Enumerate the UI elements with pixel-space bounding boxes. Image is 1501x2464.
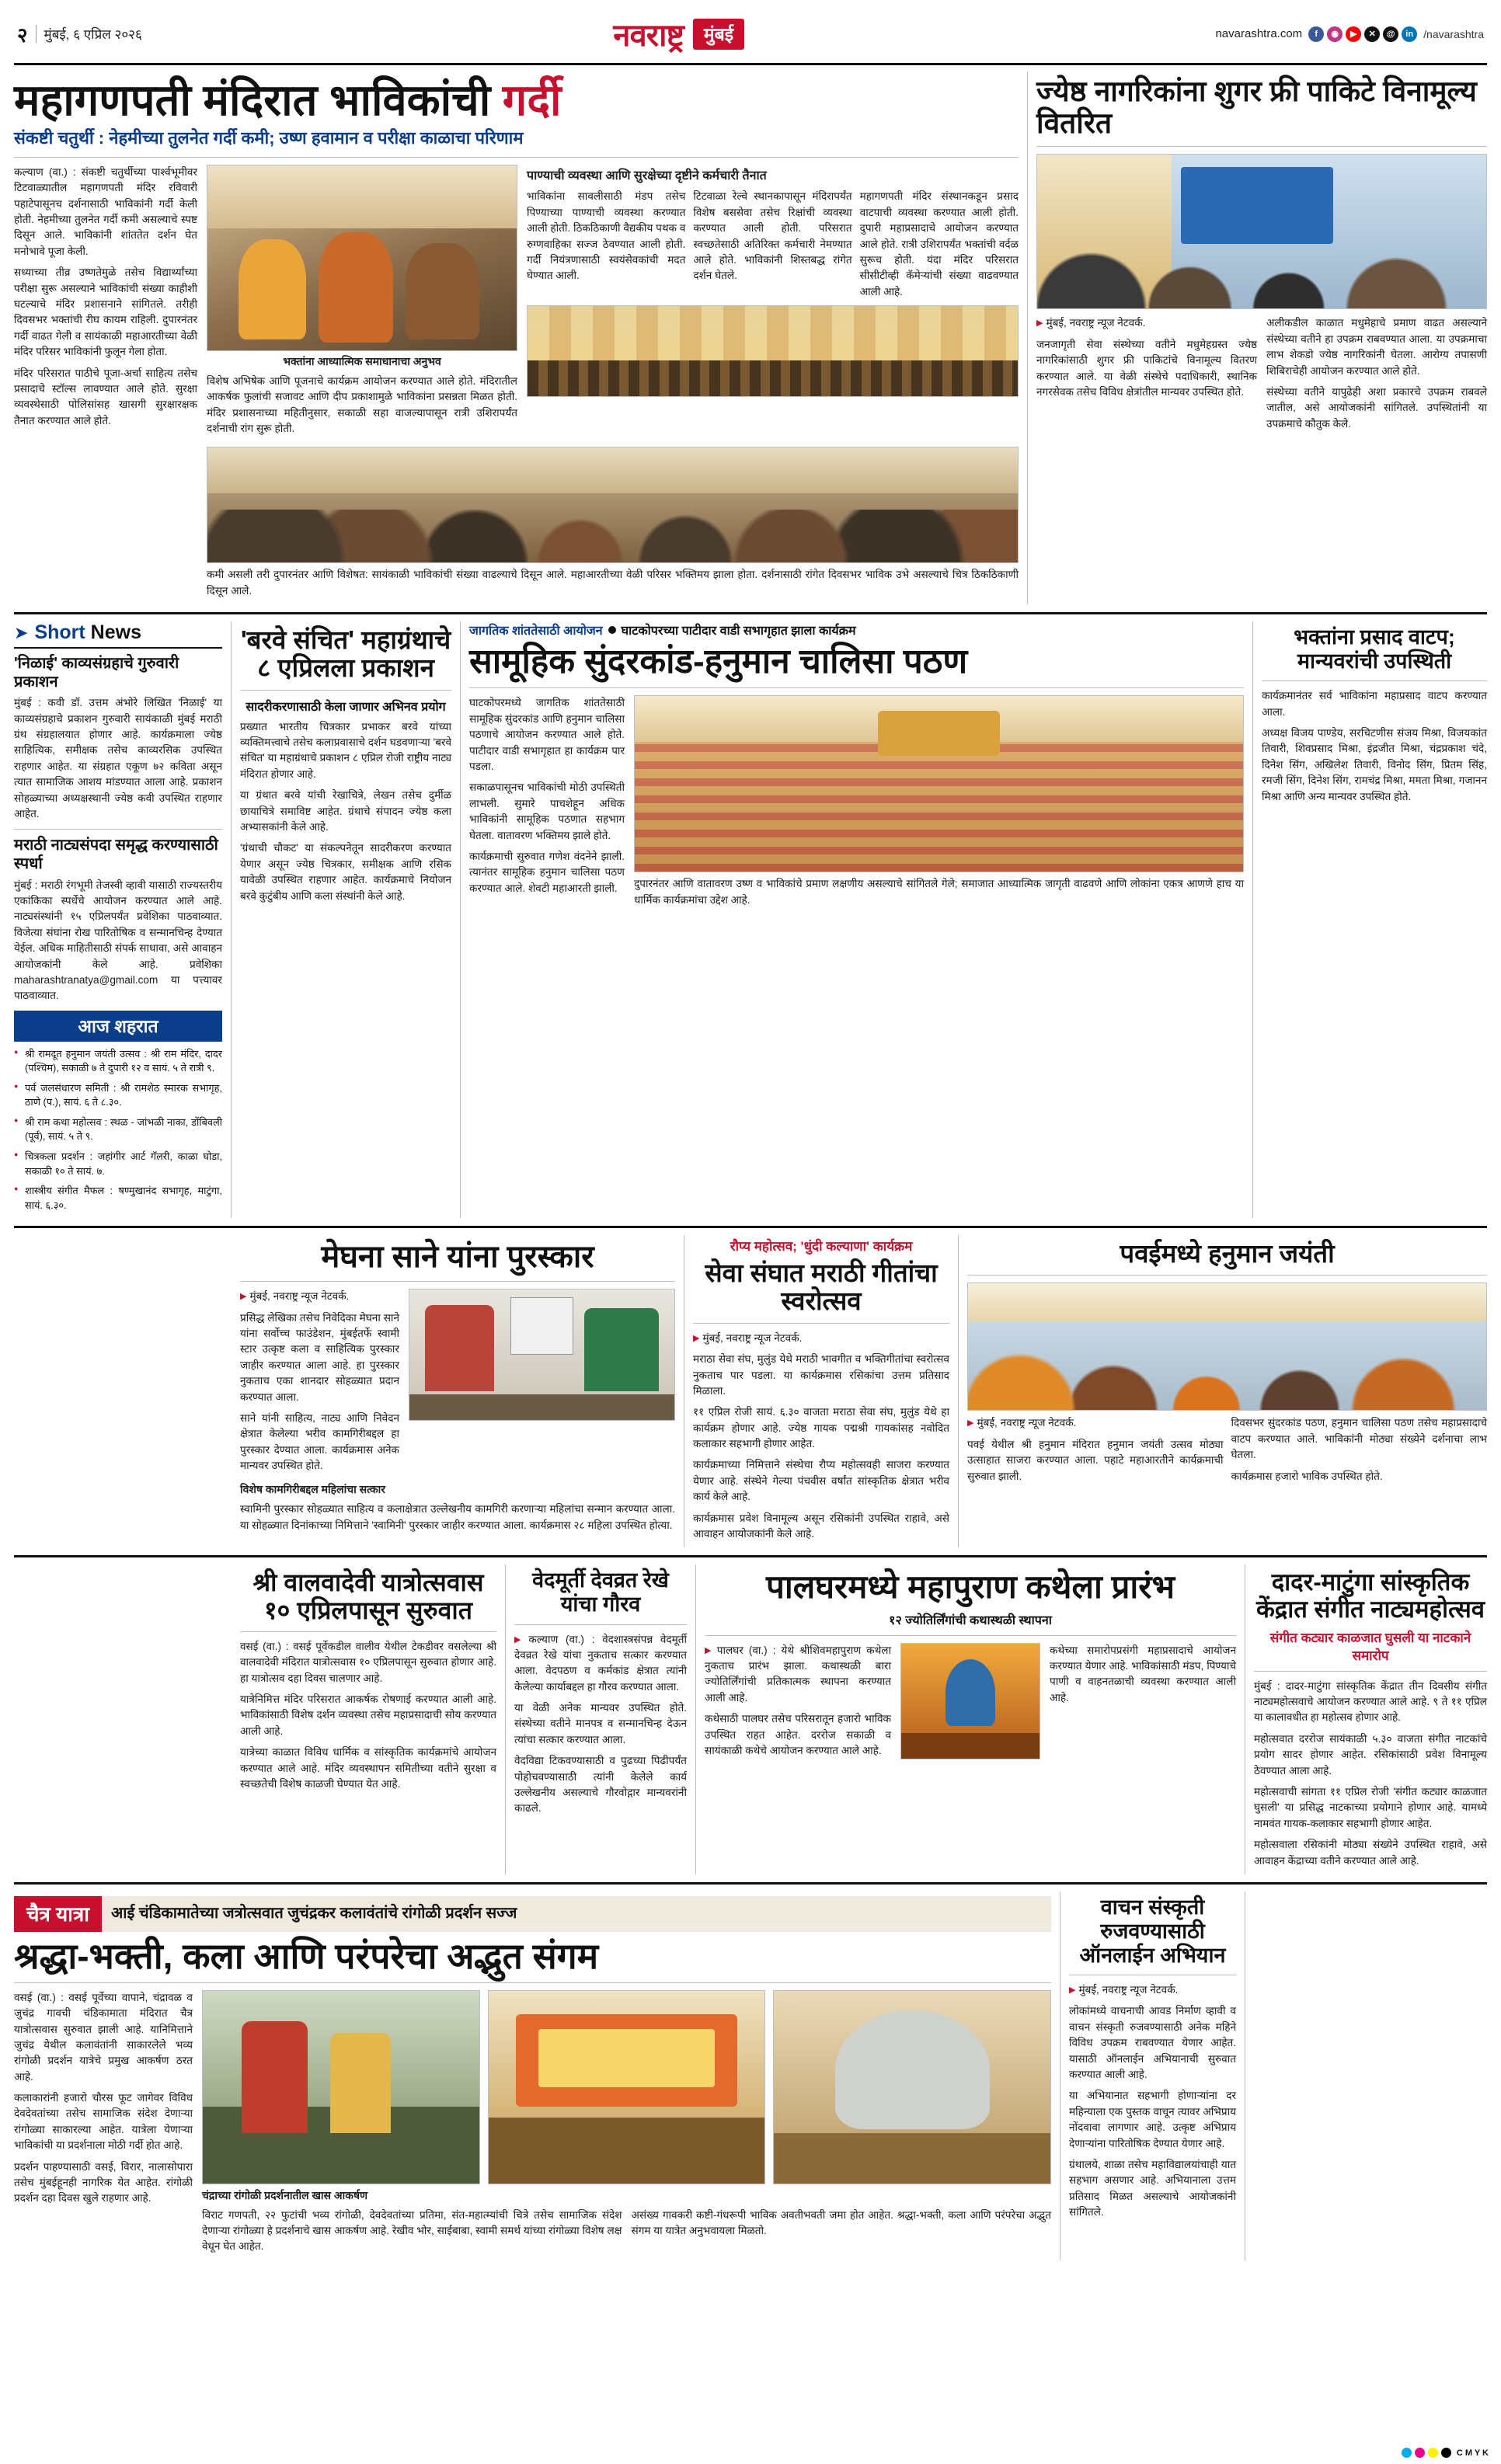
seva-dateline: ▶ मुंबई, नवराष्ट्र न्यूज नेटवर्क. [693,1331,949,1346]
social-handle: /navarashtra [1423,27,1484,40]
dadar-para-4: महोत्सवाला रसिकांनी मोठ्या संख्येने उपस्थित राहावे, असे आवाहन केंद्राच्या वतीने करण्यात आले आहे. [1254,1839,1487,1867]
bullet-dot-icon [608,626,616,634]
meghana-caption-body: स्वामिनी पुरस्कार सोहळ्यात साहित्य व कलाक्षेत्रात उल्लेखनीय कामगिरी करणाऱ्या महिलांचा सन्मान करण्यात आला. या सोहळ्यात दिनांकाच्या निमित्ताने 'स्वामिनी' पुरस्कार जाहीर करण्यात आला. कार्यक्रमास २८ महिला उपस्थित होत्या. [240,1503,675,1531]
publication-logo: नवराष्ट्र [613,19,684,53]
facebook-icon[interactable]: f [1308,26,1324,42]
lead-para-1: कल्याण (वा.) : संकष्टी चतुर्थीच्या पार्श्वभूमीवर टिटवाळ्यातील महागणपती मंदिर रविवारी पहाटेपासूनच दर्शनासाठी भाविकांनी गर्दी केली होती. नेहमीच्या तुलनेत गर्दी कमी असल्याचे स्पष्ट दिसून आले. भाविकांनी शांततेत दर्शन घेत मनोभावे पूजा केली. [14,165,197,257]
sundarkand-body-row [469,695,1244,914]
chaitra-para-1: वसई (वा.) : वसई पूर्वेच्या वापाने, चंद्रावळ व जुचंद्र गावची चंडिकामाता मंदिरात चैत्र यात्रोत्सवास सुरुवात झाली आहे. यानिमित्ताने जुचंद्र येथील कलावंतांनी साकारलेले भव्य रांगोळी प्रदर्शन यात्रेचे प्रमुख आकर्षण ठरत आहे. [14,1991,193,2083]
cmyk-registration-marks [1402,2448,1489,2458]
meghana-para-2: प्रसिद्ध लेखिका तसेच निवेदिका मेघना साने यांना सर्वोच्च फाउंडेशन, मुंबईतर्फे स्वामी स्टार उत्कृष्ट कला व साहित्यिक पुरस्कार जाहीर करण्यात आला आहे. हा पुरस्कार नुकताच एका शानदार सोहळ्यात प्रदान करण्यात आला. [240,1311,399,1403]
fourth-section [14,1564,1487,1874]
meghana-story [240,1235,675,1547]
chaitra-section [14,1892,1487,2260]
powai-story [967,1235,1487,1547]
dadar-para-3: महोत्सवाची सांगता ११ एप्रिल रोजी 'संगीत कट्यार काळजात घुसली' या प्रसिद्ध नाटकाच्या प्रयोगाने होणार आहे. यामध्ये नामवंत गायक-कलाकार सहभागी होणार आहेत. [1254,1785,1487,1829]
sundarkand-para-2: सकाळपासूनच भाविकांची मोठी उपस्थिती लाभली. सुमारे पाचशेहून अधिक भाविकांनी सामूहिक पठणात सहभाग घेतला. वातावरण भक्तिमय झाले होते. [469,781,625,841]
lead-subhead: संकष्टी चतुर्थी : नेहमीच्या तुलनेत गर्दी कमी; उष्ण हवामान व परीक्षा काळाचा परिणाम [14,128,524,148]
devavrat-story [514,1564,687,1874]
palghar-para-2: कथेसाठी पालघर तसेच परिसरातून हजारो भाविक उपस्थित राहत आहेत. दररोज सकाळी व सायंकाळी कथेचे आयोजन करण्यात आले आहे. [705,1713,891,1756]
palghar-photo [900,1643,1040,1759]
devavrat-para-2: या वेळी अनेक मान्यवर उपस्थित होते. संस्थेच्या वतीने मानपत्र व सन्मानचिन्ह देऊन त्यांचा सत्कार करण्यात आला. [514,1702,687,1745]
palghar-para-3: कथेच्या समारोपप्रसंगी महाप्रसादाचे आयोजन करण्यात येणार आहे. भाविकांसाठी मंडप, पिण्याचे पाणी व वाहनतळाची व्यवस्था करण्यात आली आहे. [1050,1644,1236,1704]
sugarfree-photo [1036,154,1487,309]
meghana-photo [409,1289,675,1421]
chaitra-para-3: प्रदर्शन पाहण्यासाठी वसई, विरार, नालासोपारा तसेच मुंबईहूनही नागरिक येत आहेत. रांगोळी प्रदर्शन दहा दिवस खुले राहणार आहे. [14,2160,193,2205]
page-number: २ [17,23,28,47]
dadar-deck: संगीत कट्यार काळजात घुसली या नाटकाने समारोप [1269,1630,1471,1663]
dadar-para-2: महोत्सवात दररोज सायंकाळी ५.३० वाजता संगीत नाटकांचे प्रयोग सादर होणार आहेत. रसिकांसाठी प्रवेश विनामूल्य ठेवण्यात आला आहे. [1254,1732,1487,1777]
cmyk-label: C M Y K [1456,2448,1489,2458]
powai-dateline: ▶ मुंबई, नवराष्ट्र न्यूज नेटवर्क. [967,1415,1224,1431]
short-news-item-0-heading: 'निळाई' काव्यसंग्रहाचे गुरुवारी प्रकाशन [14,655,179,691]
barve-para-3: 'ग्रंथाची चौकट' या संकल्पनेतून सादरीकरण करण्यात येणार असून ज्येष्ठ चित्रकार, समीक्षक आणि रसिक यावेळी उपस्थित राहणार आहेत. कार्यक्रमाचे नियोजन बरवे कुटुंबीय आणि कला संस्थांनी केले आहे. [240,842,451,902]
chaitra-headline: श्रद्धा-भक्ती, कला आणि परंपरेचा अद्भुत संगम [14,1935,599,1976]
meghana-dateline: ▶ मुंबई, नवराष्ट्र न्यूज नेटवर्क. [240,1289,399,1304]
dadar-para-1: मुंबई : दादर-माटुंगा सांस्कृतिक केंद्रात तीन दिवसीय संगीत नाट्यमहोत्सवाचे आयोजन करण्यात आले आहे. ९ ते ११ एप्रिल या कालावधीत हा महोत्सव होणार आहे. [1254,1679,1487,1724]
short-news-item-0-body: मुंबई : कवी डॉ. उत्तम अंभोरे लिखित 'निळाई' या काव्यसंग्रहाचे प्रकाशन गुरुवारी सायंकाळी मुंबई मराठी ग्रंथ संग्रहालयात होणार आहे. कार्यक्रमाला ज्येष्ठ साहित्यिक, समीक्षक तसेच काव्यरसिक उपस्थित राहणार आहेत. या संग्रहात एकूण ७२ कविता असून त्यात सामाजिक आशय मांडण्यात आला आहे. प्रकाशन सोहळ्याच्या अध्यक्षस्थानी ज्येष्ठ कवी उपस्थित राहणार आहेत. [14,697,222,820]
powai-headline: पवईमध्ये हनुमान जयंती [1120,1239,1335,1269]
devavrat-headline: वेदमूर्ती देवव्रत रेखे यांचा गौरव [532,1568,669,1617]
sundarkand-photo [634,695,1244,872]
fourth-spacer [14,1564,222,1874]
cmyk-cyan-swatch [1402,2448,1412,2458]
social-icons [1308,26,1417,42]
chaitra-tag: चैत्र यात्रा [14,1896,102,1932]
lead-para-3: मंदिर परिसरात पाठीचे पूजा-अर्चा साहित्य तसेच प्रसादाचे स्टॉल्स लावण्यात आले होते. सुरक्षा व्यवस्थेसाठी पोलिसांसह खासगी सुरक्षारक्षक तैनात करण्यात आले होते. [14,367,197,426]
list-item: ● चित्रकला प्रदर्शन : जहांगीर आर्ट गॅलरी, काळा घोडा, सकाळी १० ते सायं. ७. [14,1150,222,1178]
sundarkand-headline: सामूहिक सुंदरकांड-हनुमान चालिसा पठण [469,642,968,681]
sugarfree-text [1036,315,1487,437]
top-section [14,71,1487,604]
website-url[interactable]: navarashtra.com [1215,27,1303,40]
twitter-x-icon[interactable]: ✕ [1364,26,1380,42]
lead-text-col [14,165,197,442]
palghar-deck: १२ ज्योतिर्लिंगांची कथास्थळी स्थापना [889,1613,1052,1627]
sugarfree-dateline: ▶ मुंबई, नवराष्ट्र न्यूज नेटवर्क. [1036,315,1257,331]
valvadevi-para-2: यात्रेनिमित्त मंदिर परिसरात आकर्षक रोषणाई करण्यात आली आहे. भाविकांसाठी विशेष दर्शन व्यवस्था तसेच महाप्रसादाची सोय करण्यात आली आहे. [240,1693,496,1737]
vachan-story [1069,1892,1236,2260]
linkedin-icon[interactable]: in [1402,26,1417,42]
meghana-caption-heading: विशेष कामगिरीबद्दल महिलांचा सत्कार [240,1483,385,1496]
chaitra-row [14,1990,1051,2260]
youtube-icon[interactable]: ▶ [1346,26,1361,42]
sugarfree-para-2: जनजागृती सेवा संस्थेच्या वतीने मधुमेहग्रस्त ज्येष्ठ नागरिकांसाठी शुगर फ्री पाकिटांचे विनामूल्य वितरण करण्यात आले. या वेळी संस्थेचे पदाधिकारी, स्थानिक नगरसेवक तसेच विविध क्षेत्रांतील मान्यवर उपस्थित होते. [1036,338,1257,398]
sundarkand-kicker-black: घाटकोपरच्या पाटीदार वाडी सभागृहात झाला कार्यक्रम [621,625,856,639]
chaitra-banner [14,1896,1051,1932]
third-spacer [14,1235,222,1547]
vachan-para-4: ग्रंथालये, शाळा तसेच महाविद्यालयांचाही यात सहभाग असणार आहे. अभियानाला उत्तम प्रतिसाद मिळत असल्याचे आयोजकांनी सांगितले. [1069,2158,1236,2219]
barve-deck: सादरीकरणासाठी केला जाणार अभिनव प्रयोग [246,700,446,714]
seva-story [693,1235,949,1547]
vachan-dateline: ▶ मुंबई, नवराष्ट्र न्यूज नेटवर्क. [1069,1982,1236,1998]
short-news-header [14,621,222,649]
instagram-icon[interactable]: ◉ [1327,26,1343,42]
devavrat-para-3: वेदविद्या टिकवण्यासाठी व पुढच्या पिढीपर्यंत पोहोचवण्यासाठी त्यांनी केलेले कार्य उल्लेखनीय असल्याचे गौरवोद्गार मान्यवरांनी काढले. [514,1755,687,1815]
palghar-para-1: ▶ पालघर (वा.) : येथे श्रीशिवमहापुराण कथेला नुकताच प्रारंभ झाला. कथास्थळी बारा ज्योतिर्लिंगांची प्रतिकात्मक स्थापना करण्यात आली आहे. [705,1643,891,1707]
sundarkand-side-heading: भक्तांना प्रसाद वाटप; मान्यवरांची उपस्थिती [1294,625,1455,673]
palghar-story [705,1564,1236,1874]
third-section [14,1235,1487,1547]
masthead [14,8,1487,65]
lead-right-col [527,165,1019,442]
powai-para-2: पवई येथील श्री हनुमान मंदिरात हनुमान जयंती उत्सव मोठ्या उत्साहात साजरा करण्यात आला. पहाटे महाआरतीने कार्यक्रमाची सुरुवात झाली. [967,1438,1224,1482]
list-item: ● शास्त्रीय संगीत मैफल : षण्मुखानंद सभागृह, माटुंगा, सायं. ६.३०. [14,1184,222,1213]
vachan-headline: वाचन संस्कृती रुजवण्यासाठी ऑनलाईन अभियान [1079,1895,1226,1968]
seva-para-2: मराठा सेवा संघ, मुलुंड येथे मराठी भावगीत व भक्तिगीतांचा स्वरोत्सव नुकताच पार पडला. या कार्यक्रमास रसिकांचा उत्तम प्रतिसाद मिळाला. [693,1353,949,1397]
sundarkand-side-para-2: अध्यक्ष विजय पाण्डेय, सरचिटणीस संजय मिश्रा, विजयकांत तिवारी, शिवप्रसाद मिश्रा, इंद्रजीत मिश्रा, चंद्रप्रकाश चंदे, दिनेश सिंग, अखिलेश तिवारी, विनोद सिंग, प्रितम सिंह, रमजी सिंग, दिनेश सिंग, रामचंद्र मिश्रा, ममता मिश्रा, गजानन मिश्रा आणि अन्य मान्यवर उपस्थित होते. [1262,726,1487,802]
dadar-headline: दादर-माटुंगा सांस्कृतिक केंद्रात संगीत नाट्यमहोत्सव [1255,1568,1485,1623]
chevron-right-icon: ➤ [14,622,29,642]
sundarkand-sidebar [1262,621,1487,1218]
second-section [14,621,1487,1218]
list-item: ● श्री राम कथा महोत्सव : स्थळ - जांभळी नाका, डोंबिवली (पूर्व), सायं. ५ ते ९. [14,1115,222,1144]
issue-date: मुंबई, ६ एप्रिल २०२६ [36,25,142,43]
powai-para-4: कार्यक्रमास हजारो भाविक उपस्थित होते. [1231,1470,1383,1482]
lead-photo-2 [527,305,1019,397]
dadar-story [1254,1564,1487,1874]
lead-photo-2-body-3: महागणपती मंदिर संस्थानकडून प्रसाद वाटपाची व्यवस्था करण्यात आली होती. दुपारी महाप्रसादाचे आयोजन करण्यात आले होते. रात्री उशिरापर्यंत भक्तांची वर्दळ सुरूच होती. यंदा मंदिर परिसरात सीसीटीव्ही कॅमेऱ्यांची संख्या वाढवण्यात आली आहे. [859,190,1019,298]
city-events-list [14,1047,222,1213]
masthead-right [1215,26,1484,42]
lead-photo-1-wrap [207,165,517,442]
seva-para-3: ११ एप्रिल रोजी सायं. ६.३० वाजता मराठा सेवा संघ, मुलुंड येथे हा कार्यक्रम होणार आहे. ज्येष्ठ गायक पद्मश्री गायकांसह नवोदित कलाकार सहभागी होणार आहेत. [693,1406,949,1450]
aaj-shahrat-header: आज शहरात [14,1011,222,1042]
palghar-headline: पालघरमध्ये महापुराण कथेला प्रारंभ [766,1568,1175,1606]
seva-kicker: रौप्य महोत्सव; 'धुंदी कल्याणा' कार्यक्रम [730,1239,913,1255]
short-news-item-1-body: मुंबई : मराठी रंगभूमी तेजस्वी व्हावी यासाठी राज्यस्तरीय एकांकिका स्पर्धेचे आयोजन करण्यात आले आहे. नाट्यसंस्थांनी १५ एप्रिलपर्यंत प्रवेशिका पाठवाव्यात. विजेत्या संघांना रोख पारितोषिक व सन्मानचिन्ह देण्यात येईल. अधिक माहितीसाठी संपर्क साधावा, असे आवाहन आयोजकांनी केले आहे. प्रवेशिका maharashtranatya@gmail.com या पत्त्यावर पाठवाव्यात. [14,879,222,1002]
valvadevi-headline: श्री वालवादेवी यात्रोत्सवास १० एप्रिलपासून सुरुवात [252,1568,484,1624]
vachan-para-3: या अभियानात सहभागी होणाऱ्यांना दर महिन्याला एक पुस्तक वाचून त्यावर अभिप्राय नोंदवावा लागणार आहे. उत्कृष्ट अभिप्राय देणाऱ्यांना पारितोषिक देण्यात येणार आहे. [1069,2090,1236,2149]
lead-photo-2-body-1: भाविकांना सावलीसाठी मंडप तसेच पिण्याच्या पाण्याची व्यवस्था करण्यात आली होती. ठिकठिकाणी वैद्यकीय पथक व रुग्णवाहिका सज्ज ठेवण्यात आली होती. गर्दी नियंत्रणासाठी स्वयंसेवकांची मदत घेण्यात आली. [527,190,686,282]
chaitra-photo-1 [202,1990,480,2184]
lead-photo2-texts [527,189,1019,305]
chaitra-photos [202,1990,1051,2184]
sundarkand-photo-caption: दुपारनंतर आणि वातावरण उष्ण व भाविकांचे प्रमाण लक्षणीय असल्याचे सांगितले गेले; समाजात आध्यात्मिक जागृती वाढवणे आणि लोकांना एकत्र आणणे हाच या धार्मिक कार्यक्रमांचा उद्देश आहे. [634,878,1244,906]
lead-photo-3-caption: कमी असली तरी दुपारनंतर आणि विशेषत: सायंकाळी भाविकांची संख्या वाढल्याचे दिसून आले. महाआरतीच्या वेळी परिसर भक्तिमय झाला होता. दर्शनासाठी रांगेत दिवसभर भाविक उभे असल्याचे चित्र ठिकठिकाणी दिसून आले. [207,569,1019,597]
sundarkand-side-para-1: कार्यक्रमानंतर सर्व भाविकांना महाप्रसाद वाटप करण्यात आला. [1262,690,1487,718]
sundarkand-kicker [469,621,1244,639]
cmyk-black-swatch [1441,2448,1451,2458]
barve-story [240,621,451,1218]
barve-para-1: प्रख्यात भारतीय चित्रकार प्रभाकर बरवे यांच्या व्यक्तिमत्त्वाचे तसेच कलाप्रवासाचे दर्शन घडवणाऱ्या 'बरवे संचित' या महाग्रंथाचे प्रकाशन ८ एप्रिल रोजी राष्ट्रीय नाट्य मंदिरात होणार आहे. [240,720,451,780]
masthead-center [613,12,744,55]
sugarfree-headline: ज्येष्ठ नागरिकांना शुगर फ्री पाकिटे विनामूल्य वितरित [1036,75,1477,139]
sundarkand-para-3: कार्यक्रमाची सुरुवात गणेश वंदनेने झाली. त्यानंतर सामूहिक हनुमान चालिसा पठण करण्यात आले. शेवटी महाआरती झाली. [469,850,625,894]
meghana-row [240,1289,675,1479]
chaitra-caption-body: विराट गणपती, २२ फुटांची भव्य रांगोळी, देवदेवतांच्या प्रतिमा, संत-महात्म्यांची चित्रे तसेच सामाजिक संदेश देणाऱ्या रांगोळ्या हे प्रदर्शनाचे खास आकर्षण आहे. रेखीव भोर, साईबाबा, स्वामी समर्थ यांच्या रांगोळ्या विशेष लक्ष वेधून घेत आहेत. [202,2208,622,2253]
lead-photo-1-caption: भक्तांना आध्यात्मिक समाधानाचा अनुभव [283,354,441,367]
valvadevi-story [240,1564,496,1874]
sundarkand-story [469,621,1244,1218]
cmyk-magenta-swatch [1415,2448,1425,2458]
short-news-item-1-heading: मराठी नाट्यसंपदा समृद्ध करण्यासाठी स्पर्धा [14,837,218,872]
threads-icon[interactable]: @ [1383,26,1398,42]
seva-para-5: कार्यक्रमास प्रवेश विनामूल्य असून रसिकांनी उपस्थित राहावे, असे आवाहन आयोजकांनी केले आहे. [693,1512,949,1540]
short-news-column [14,621,222,1218]
powai-para-3: दिवसभर सुंदरकांड पठण, हनुमान चालिसा पठण तसेच महाप्रसादाचे वाटप करण्यात आले. भाविकांनी मोठ्या संख्येने दर्शनाचा लाभ घेतला. [1231,1417,1487,1461]
chaitra-story [14,1892,1051,2260]
devavrat-para-1: ▶ कल्याण (वा.) : वेदशास्त्रसंपन्न वेदमूर्ती देवव्रत रेखे यांचा नुकताच सत्कार करण्यात आला. वेदपठण व कर्मकांड क्षेत्रात त्यांनी केलेल्या कार्याबद्दल हा गौरव करण्यात आला. [514,1632,687,1696]
lead-photo-1-body: विशेष अभिषेक आणि पूजनाचे कार्यक्रम आयोजन करण्यात आले होते. मंदिरातील आकर्षक फुलांची सजावट आणि दीप प्रकाशामुळे भाविकांना प्रसन्नता मिळत होती. मंदिर प्रशासनाच्या महितीनुसार, सकाळी सहा वाजल्यापासून रात्री उशिरापर्यंत दर्शनाची रांग सुरू होती. [207,374,517,434]
chaitra-photo-2 [488,1990,766,2184]
chaitra-banner-text: आई चंडिकामातेच्या जत्रोत्सवात जुचंद्रकर कलावंतांचे रांगोळी प्रदर्शन सज्ज [102,1896,1051,1932]
meghana-para-3: साने यांनी साहित्य, नाट्य आणि निवेदन क्षेत्रात केलेल्या भरीव कामगिरीबद्दल हा पुरस्कार देण्यात आला. कार्यक्रमास अनेक मान्यवर उपस्थित होते. [240,1411,399,1472]
chaitra-right-spacer [1254,1892,1487,2260]
list-item: ● पर्व जलसंधारण समिती : श्री रामशेठ स्मारक सभागृह, ठाणे (प.), सायं. ६ ते ८.३०. [14,1081,222,1110]
seva-para-4: कार्यक्रमाच्या निमित्ताने संस्थेचा रौप्य महोत्सवही साजरा करण्यात येणार आहे. संस्थेने गेल्या पंचवीस वर्षांत सांस्कृतिक क्षेत्रात भरीव कार्य केले आहे. [693,1459,949,1503]
lead-photo-1 [207,165,517,351]
edition-badge: मुंबई [693,19,744,50]
lead-photo-3 [207,447,1019,563]
valvadevi-para-3: यात्रेच्या काळात विविध धार्मिक व सांस्कृतिक कार्यक्रमांचे आयोजन करण्यात आले आहे. मंदिर व्यवस्थापन समितीच्या वतीने सुरक्षा व स्वच्छतेची विशेष काळजी घेण्यात येत आहे. [240,1746,496,1790]
sugarfree-story [1036,71,1487,604]
list-item: ● श्री रामदूत हनुमान जयंती उत्सव : श्री राम मंदिर, दादर (पश्चिम), सकाळी ७ ते दुपारी १२ व सायं. ५ ते रात्री ९. [14,1047,222,1076]
chaitra-para-2: कलाकारांनी हजारो चौरस फूट जागेवर विविध देवदेवतांच्या तसेच सामाजिक संदेश देणाऱ्या रांगोळ्या साकारल्या आहेत. यात्रेला येणाऱ्या भाविकांची या प्रदर्शनाला मोठी गर्दी होत आहे. [14,2092,193,2152]
seva-headline: सेवा संघात मराठी गीतांचा स्वरोत्सव [705,1258,938,1316]
lead-photo-2-body-2: टिटवाळा रेल्वे स्थानकापासून मंदिरापर्यंत विशेष बससेवा तसेच रिक्षांची व्यवस्था करण्यात आली होती. परिसरात स्वच्छतेसाठी अतिरिक्त कर्मचारी नेमण्यात आले होते. भाविकांनी शिस्तबद्ध रांगेत दर्शन घेतले. [693,190,852,282]
barve-para-2: या ग्रंथात बरवे यांची रेखाचित्रे, लेखन तसेच दुर्मीळ छायाचित्रे समाविष्ट आहेत. ग्रंथाचे संपादन ज्येष्ठ कला अभ्यासकांनी केले आहे. [240,789,451,833]
sugarfree-para-4: संस्थेच्या वतीने यापुढेही अशा प्रकारचे उपक्रम राबवले जातील, असे आयोजकांनी सांगितले. उपस्थितांनी या उपक्रमाचे कौतुक केले. [1266,385,1487,430]
powai-photo [967,1282,1487,1411]
sundarkand-para-1: घाटकोपरमध्ये जागतिक शांततेसाठी सामूहिक सुंदरकांड आणि हनुमान चालिसा पठणाचे आयोजन करण्यात आले होते. पाटीदार वाडी सभागृहात हा कार्यक्रम पार पडला. [469,697,625,773]
lead-story [14,71,1019,604]
chaitra-caption-body-2: असंख्य गावकरी कष्टी-गंधरूपी भाविक अवतीभवती जमा होत आहेत. श्रद्धा-भक्ती, कला आणि परंपरेचा अद्भुत संगम या यात्रेत अनुभवायला मिळतो. [631,2208,1051,2237]
valvadevi-para-1: वसई (वा.) : वसई पूर्वेकडील वालीव येथील टेकडीवर वसलेल्या श्री वालवादेवी मंदिरात यात्रोत्सवास १० एप्रिलपासून सुरुवात होणार आहे. हा यात्रोत्सव दहा दिवस चालणार आहे. [240,1640,496,1684]
lead-para-2: सध्याच्या तीव्र उष्णतेमुळे तसेच विद्यार्थ्यांच्या परीक्षा सुरू असल्याने भाविकांची संख्या काहीशी घटल्याचे मंदिर प्रशासनाने सांगितले. तरीही दिवसभर भक्तांची रीघ कायम राहिली. दुपारनंतर गर्दी वाढत गेली व सायंकाळी महाआरतीच्या वेळी मंदिर परिसर भाविकांनी फुलून गेला होता. [14,266,197,358]
meghana-headline: मेघना साने यांना पुरस्कार [321,1240,594,1275]
short-news-title-pre: Short [34,621,85,644]
masthead-left [17,20,142,48]
vachan-para-2: लोकांमध्ये वाचनाची आवड निर्माण व्हावी व वाचन संस्कृती रुजवण्यासाठी अनेक महिने विविध उपक्रम राबवण्यात येणार आहेत. यासाठी ऑनलाईन अभियानाची सुरुवात करण्यात आली आहे. [1069,2005,1236,2081]
cmyk-yellow-swatch [1428,2448,1438,2458]
chaitra-photo-3 [773,1990,1051,2184]
chaitra-caption-heading: चंद्राच्या रांगोळी प्रदर्शनातील खास आकर्षण [202,2188,368,2201]
short-news-title-post: News [90,621,141,644]
sugarfree-para-3: अलीकडील काळात मधुमेहाचे प्रमाण वाढत असल्याने संस्थेच्या वतीने हा उपक्रम राबवण्यात आला. या उपक्रमाचा लाभ शेकडो ज्येष्ठ नागरिकांनी घेतला. आरोग्य तपासणी शिबिराचेही आयोजन करण्यात आले होते. [1266,317,1487,377]
sundarkand-kicker-blue: जागतिक शांततेसाठी आयोजन [469,625,603,639]
lead-upper [14,165,1019,442]
lead-lower [14,447,1019,604]
lead-headline: महागणपती मंदिरात भाविकांची गर्दी [14,75,562,124]
barve-headline: 'बरवे संचित' महाग्रंथाचे ८ एप्रिलला प्रकाशन [240,625,451,683]
lead-photo-2-heading: पाण्याची व्यवस्था आणि सुरक्षेच्या दृष्टीने कर्मचारी तैनात [527,169,767,183]
